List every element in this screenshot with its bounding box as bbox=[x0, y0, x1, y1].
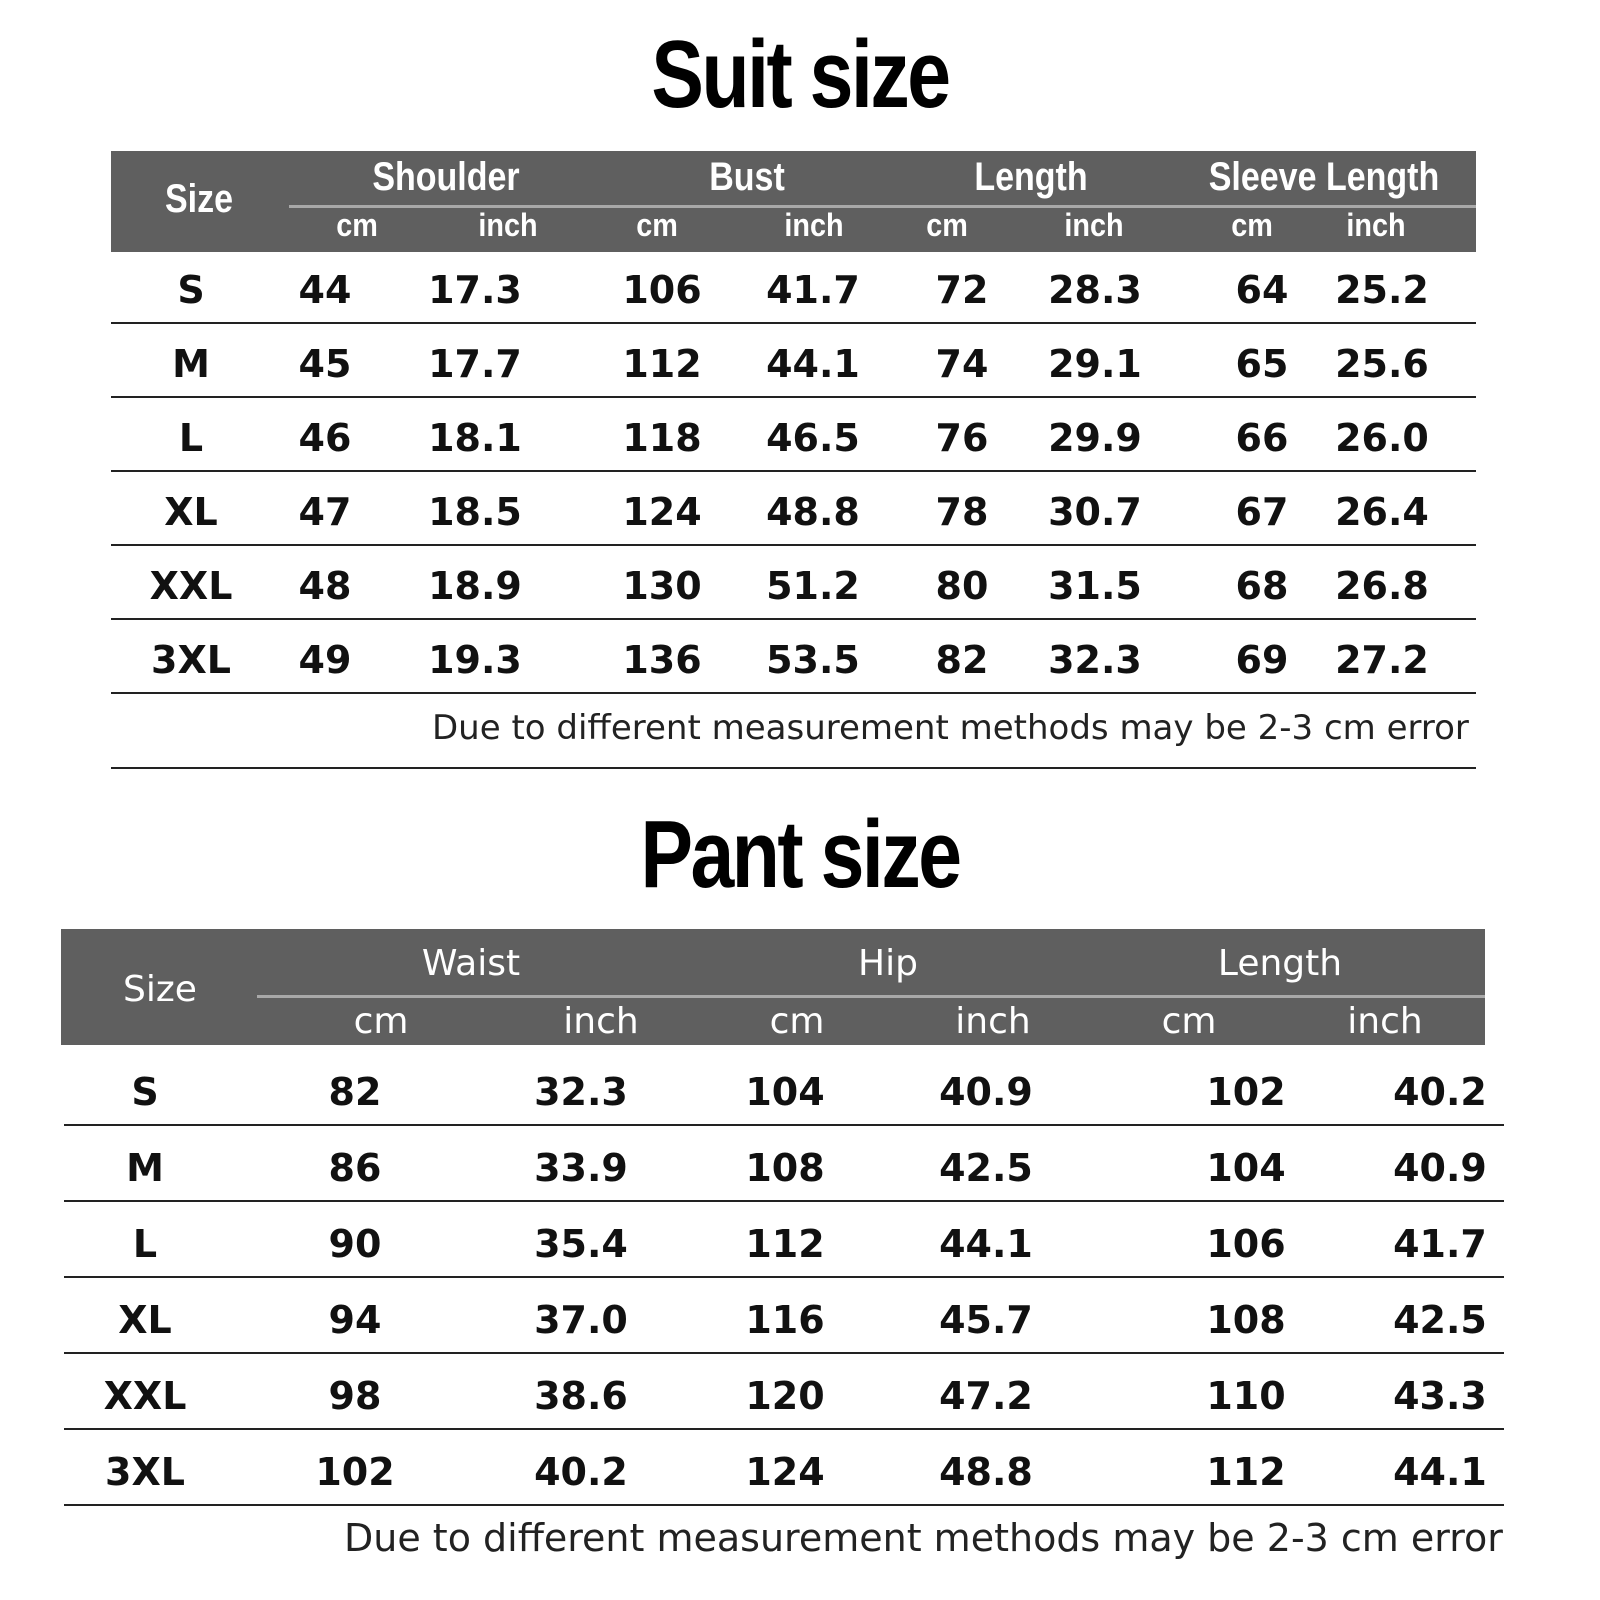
pant-unit-header: cm bbox=[1161, 1001, 1217, 1042]
measurement-cell: 124 bbox=[622, 490, 702, 534]
measurement-cell: 31.5 bbox=[1048, 564, 1142, 608]
table-row bbox=[64, 1354, 1504, 1430]
measurement-cell: 48.8 bbox=[939, 1450, 1033, 1494]
measurement-cell: 82 bbox=[935, 638, 989, 682]
measurement-cell: 37.0 bbox=[534, 1298, 628, 1342]
measurement-cell: 98 bbox=[328, 1374, 382, 1418]
pant-length-header: Length bbox=[1217, 943, 1343, 984]
suit-table-header bbox=[111, 151, 1476, 252]
measurement-cell: 68 bbox=[1235, 564, 1289, 608]
table-row bbox=[111, 546, 1476, 620]
measurement-cell: 44 bbox=[298, 268, 352, 312]
measurement-cell: 106 bbox=[1206, 1222, 1286, 1266]
measurement-cell: 35.4 bbox=[534, 1222, 628, 1266]
measurement-cell: 80 bbox=[935, 564, 989, 608]
size-cell: S bbox=[131, 1070, 159, 1114]
measurement-cell: 17.7 bbox=[428, 342, 522, 386]
measurement-cell: 43.3 bbox=[1393, 1374, 1487, 1418]
pant-unit-header: inch bbox=[1347, 1001, 1423, 1042]
measurement-cell: 38.6 bbox=[534, 1374, 628, 1418]
suit-size-title: Suit size bbox=[651, 21, 949, 128]
measurement-cell: 112 bbox=[745, 1222, 825, 1266]
measurement-cell: 116 bbox=[745, 1298, 825, 1342]
size-cell: XXL bbox=[103, 1374, 187, 1418]
suit-sleeve-length-header: Sleeve Length bbox=[1208, 155, 1440, 199]
table-row bbox=[64, 1430, 1504, 1506]
measurement-cell: 69 bbox=[1235, 638, 1289, 682]
suit-unit-header: cm bbox=[636, 207, 678, 243]
suit-size-column-header: Size bbox=[164, 177, 234, 221]
measurement-cell: 29.1 bbox=[1048, 342, 1142, 386]
pant-table-header bbox=[61, 929, 1485, 1045]
measurement-cell: 120 bbox=[745, 1374, 825, 1418]
pant-unit-header: cm bbox=[769, 1001, 825, 1042]
measurement-cell: 27.2 bbox=[1335, 638, 1429, 682]
measurement-cell: 30.7 bbox=[1048, 490, 1142, 534]
pant-header-divider bbox=[257, 995, 1485, 998]
measurement-cell: 46.5 bbox=[766, 416, 860, 460]
measurement-cell: 118 bbox=[622, 416, 702, 460]
size-cell: M bbox=[126, 1146, 164, 1190]
measurement-cell: 74 bbox=[935, 342, 989, 386]
measurement-cell: 42.5 bbox=[1393, 1298, 1487, 1342]
suit-header-divider bbox=[289, 205, 1476, 208]
table-row bbox=[111, 472, 1476, 546]
measurement-cell: 48.8 bbox=[766, 490, 860, 534]
measurement-cell: 49 bbox=[298, 638, 352, 682]
suit-shoulder-header: Shoulder bbox=[372, 155, 520, 199]
measurement-cell: 45.7 bbox=[939, 1298, 1033, 1342]
pant-waist-header: Waist bbox=[421, 943, 521, 984]
measurement-cell: 18.1 bbox=[428, 416, 522, 460]
measurement-cell: 42.5 bbox=[939, 1146, 1033, 1190]
measurement-cell: 32.3 bbox=[1048, 638, 1142, 682]
measurement-cell: 47.2 bbox=[939, 1374, 1033, 1418]
size-cell: XL bbox=[164, 490, 218, 534]
measurement-cell: 64 bbox=[1235, 268, 1289, 312]
measurement-cell: 136 bbox=[622, 638, 702, 682]
measurement-cell: 106 bbox=[622, 268, 702, 312]
size-cell: L bbox=[178, 416, 204, 460]
table-row bbox=[64, 1202, 1504, 1278]
measurement-cell: 32.3 bbox=[534, 1070, 628, 1114]
table-row bbox=[64, 1050, 1504, 1126]
measurement-cell: 29.9 bbox=[1048, 416, 1142, 460]
measurement-cell: 44.1 bbox=[1393, 1450, 1487, 1494]
measurement-cell: 90 bbox=[328, 1222, 382, 1266]
pant-size-column-header: Size bbox=[123, 969, 197, 1010]
measurement-cell: 46 bbox=[298, 416, 352, 460]
suit-unit-header: inch bbox=[1346, 207, 1406, 243]
measurement-cell: 48 bbox=[298, 564, 352, 608]
pant-unit-header: inch bbox=[955, 1001, 1031, 1042]
pant-measurement-note: Due to different measurement methods may be 2-3 cm error bbox=[344, 1516, 1503, 1560]
suit-length-header: Length bbox=[974, 155, 1088, 199]
measurement-cell: 17.3 bbox=[428, 268, 522, 312]
measurement-cell: 47 bbox=[298, 490, 352, 534]
size-cell: XXL bbox=[149, 564, 233, 608]
table-row bbox=[111, 324, 1476, 398]
measurement-cell: 44.1 bbox=[939, 1222, 1033, 1266]
suit-bust-header: Bust bbox=[709, 155, 785, 199]
measurement-cell: 67 bbox=[1235, 490, 1289, 534]
measurement-cell: 25.2 bbox=[1335, 268, 1429, 312]
measurement-cell: 108 bbox=[745, 1146, 825, 1190]
table-row bbox=[111, 250, 1476, 324]
measurement-cell: 25.6 bbox=[1335, 342, 1429, 386]
measurement-cell: 41.7 bbox=[766, 268, 860, 312]
pant-size-title: Pant size bbox=[640, 801, 960, 908]
measurement-cell: 102 bbox=[315, 1450, 395, 1494]
suit-unit-header: inch bbox=[478, 207, 538, 243]
measurement-cell: 104 bbox=[1206, 1146, 1286, 1190]
suit-note-divider bbox=[111, 767, 1476, 769]
suit-unit-header: cm bbox=[336, 207, 378, 243]
measurement-cell: 65 bbox=[1235, 342, 1289, 386]
measurement-cell: 130 bbox=[622, 564, 702, 608]
pant-hip-header: Hip bbox=[858, 943, 918, 984]
measurement-cell: 82 bbox=[328, 1070, 382, 1114]
table-row bbox=[64, 1126, 1504, 1202]
measurement-cell: 72 bbox=[935, 268, 989, 312]
measurement-cell: 94 bbox=[328, 1298, 382, 1342]
measurement-cell: 76 bbox=[935, 416, 989, 460]
pant-unit-header: inch bbox=[563, 1001, 639, 1042]
table-row bbox=[111, 620, 1476, 694]
measurement-cell: 40.2 bbox=[1393, 1070, 1487, 1114]
measurement-cell: 78 bbox=[935, 490, 989, 534]
measurement-cell: 66 bbox=[1235, 416, 1289, 460]
measurement-cell: 104 bbox=[745, 1070, 825, 1114]
measurement-cell: 40.9 bbox=[1393, 1146, 1487, 1190]
measurement-cell: 26.0 bbox=[1335, 416, 1429, 460]
measurement-cell: 108 bbox=[1206, 1298, 1286, 1342]
measurement-cell: 53.5 bbox=[766, 638, 860, 682]
suit-unit-header: cm bbox=[1231, 207, 1273, 243]
size-cell: L bbox=[132, 1222, 158, 1266]
suit-unit-header: inch bbox=[1064, 207, 1124, 243]
measurement-cell: 26.4 bbox=[1335, 490, 1429, 534]
measurement-cell: 51.2 bbox=[766, 564, 860, 608]
measurement-cell: 102 bbox=[1206, 1070, 1286, 1114]
measurement-cell: 18.5 bbox=[428, 490, 522, 534]
size-cell: XL bbox=[118, 1298, 172, 1342]
measurement-cell: 110 bbox=[1206, 1374, 1286, 1418]
measurement-cell: 86 bbox=[328, 1146, 382, 1190]
size-cell: M bbox=[172, 342, 210, 386]
measurement-cell: 28.3 bbox=[1048, 268, 1142, 312]
measurement-cell: 40.9 bbox=[939, 1070, 1033, 1114]
measurement-cell: 26.8 bbox=[1335, 564, 1429, 608]
measurement-cell: 41.7 bbox=[1393, 1222, 1487, 1266]
pant-unit-header: cm bbox=[353, 1001, 409, 1042]
measurement-cell: 45 bbox=[298, 342, 352, 386]
measurement-cell: 112 bbox=[1206, 1450, 1286, 1494]
size-cell: 3XL bbox=[105, 1450, 185, 1494]
measurement-cell: 33.9 bbox=[534, 1146, 628, 1190]
measurement-cell: 44.1 bbox=[766, 342, 860, 386]
table-row bbox=[64, 1278, 1504, 1354]
measurement-cell: 40.2 bbox=[534, 1450, 628, 1494]
suit-unit-header: cm bbox=[926, 207, 968, 243]
table-row bbox=[111, 398, 1476, 472]
measurement-cell: 112 bbox=[622, 342, 702, 386]
size-cell: S bbox=[177, 268, 205, 312]
suit-unit-header: inch bbox=[784, 207, 844, 243]
measurement-cell: 19.3 bbox=[428, 638, 522, 682]
size-cell: 3XL bbox=[151, 638, 231, 682]
suit-measurement-note: Due to different measurement methods may be 2-3 cm error bbox=[432, 708, 1469, 748]
measurement-cell: 18.9 bbox=[428, 564, 522, 608]
measurement-cell: 124 bbox=[745, 1450, 825, 1494]
